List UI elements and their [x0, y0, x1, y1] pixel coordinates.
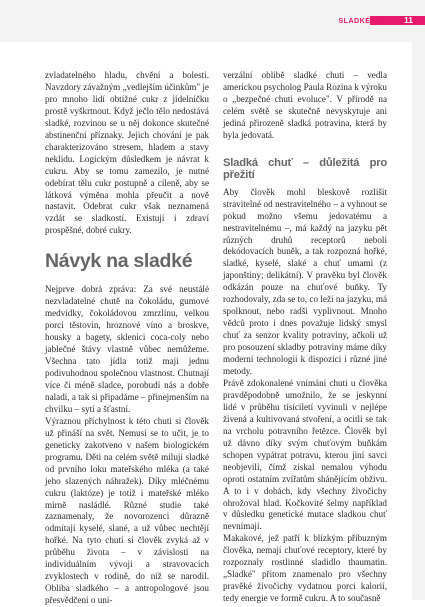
subsection-heading: Sladká chuť – důležitá pro přežití — [223, 156, 387, 181]
body-paragraph: Právě zdokonalené vnímání chuti u člověka pravděpodobně umožnilo, že se jeskynní lidé v průběhu tisíciletí vyvinuli v nejlépe živená a kultivovaná stvoření, a ocitli se tak na vrcholu potravního řetězce. Člověk byl už dávno díky svým chuťovým buňkám schopen vypátrat potravu, kterou jiní savci neobjevili, čímž získal nemalou výhodu oproti ostatním zvířatům shánějícím obživu. A to i v dobách, kdy všechny živočichy ohrožoval hlad. Kočkovité šelmy například v důsledku genetické mutace sladkou chuť nevnímají. — [223, 377, 387, 532]
right-column — [223, 70, 387, 605]
body-paragraph: Makakové, jež patří k blízkým příbuzným člověka, nemají chuťové receptory, které by rozpoznaly rostlinné sladidlo thaumatin. „Sladké" přitom znamenalo pro všechny pravěké živočichy vydatnou porci kalorií, tedy energie ve formě cukru. A to současně — [223, 533, 387, 604]
page-number: 11 — [404, 15, 413, 25]
side-bar — [412, 42, 425, 600]
section-heading: Návyk na sladké — [45, 250, 193, 273]
body-paragraph: Výraznou příchylnost k této chuti si člověk už přináší na svět. Nemusí se to učit, je to geneticky zakotveno v našem biologickém programu. Děti na celém světě milují sladké od prvního loku mateřského mléka (a také jeho slazených náhražek). Díky mléčnému cukru (laktóze) je totiž i mateřské mléko mírně nasládlé. Různé studie také zaznamenaly, že novorozenci důrazně odmítají kyselé, slané, a už vůbec nechtějí hořké. Na tyto chutí si člověk zvyká až v průběhu života – v závislosti na individuálním vývoji a stravovacích zvyklostech v rodině, do níž se narodil. Obliba sladkého – a antropologové jsou přesvědčeni o uni- — [45, 415, 209, 606]
section-label: SLADKÉ SVODY — [338, 16, 400, 25]
body-paragraph: Nejprve dobrá zpráva: Za své neustálé nezvladatelné chutě na čokoládu, gumové medvídky, čokoládovou zmrzlinu, velkou porci těstovin, hroznové víno a broskve, housky a bagety, sklenici coca-coly nebo jablečné štávy vlastně vůbec nemůžeme. Všechna tato jídla totiž mají jednu podivuhodnou společnou vlastnost. Chutnají více či méně sladce, porobudí nás a dobře naladí, a tak si připadáme – přinejmenším na chvilku – sytí a šťastní. — [45, 284, 209, 414]
left-column — [45, 70, 209, 607]
intro-paragraph: zvladatelného hladu, chvění a bolesti. Navzdory závažným „vedlejším účinkům" je pro mnoho lidí obtížné cukr z jídelníčku prostě vyškrtnout. Když ječlo tělo nedostává sladké, rozvinou se u něj dokonce skutečné abstinenční příznaky. Jejich chování je pak charakterizováno stresem, hladem a stavy neklidu. Logickým důsledkem je návrat k cukru. Aby se tomu zamezilo, je nutné odebírat tělu cukr postupně a cíleně, aby se látková výměna mohla přeučit a nově nastavit. Odebrat cukr však neznamená vzdát se sladkostí. Existují i zdraví prospěšné, dobré cukry. — [45, 70, 209, 236]
body-paragraph: verzální oblibě sladké chuti – vedla americkou psycholog Paula Rozina k výroku o „bezpečné chuti evoluce". V přírodě na celém světě se skutečně nevyskytuje ani jediná přirozeně sladká potravina, která by byla jedovatá. — [223, 70, 387, 140]
body-paragraph: Aby člověk mohl bleskově rozlišit stravitelné od nestravitelného – a vyhnout se pokud možno všemu jedovatému a nestravitelnému –, má každý na jazyku pět různých druhů receptorů neboli dekódovacích buněk, a tak rozpozná hořké, sladké, kyselé, slaké a chuť umami (z japonštiny; delikátní). V pravěku byl člověk odkázán pouze na chuťové buňky. Ty rozhodovaly, zda se to, co leží na jazyku, má spolknout, nebo radši vyplivnout. Mnoho vědců proto i dnes považuje lidský smysl chuť za senzor kvality potraviny, ačkoli už pro posouzení skladby potraviny máme díky moderní technologii k dispozici i různé jiné metody. — [223, 186, 387, 377]
